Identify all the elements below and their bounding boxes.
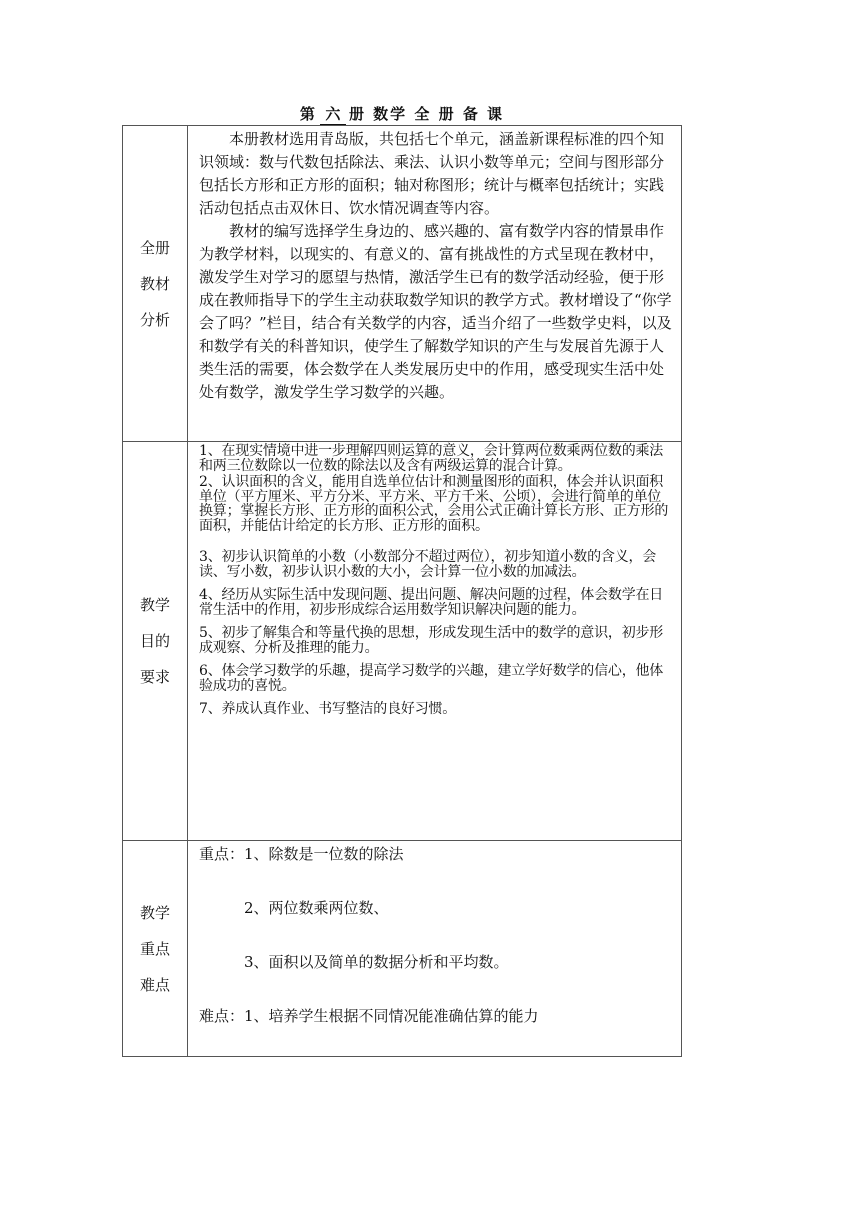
title-suffix: 册 数学 全 册 备 课 [348, 105, 505, 123]
goal-item: 2、认识面积的含义，能用自选单位估计和测量图形的面积，体会并认识面积单位（平方厘米、平方分米、平方米、平方千米、公顷），会进行简单的单位换算；掌握长方形、正方形的面积公式，会用公式正确计算长方形、正方形的面积，并能估计给定的长方形、正方形的面积。 [199, 474, 669, 534]
analysis-row [123, 126, 682, 442]
goals-content [188, 442, 682, 841]
goal-item: 3、初步认识简单的小数（小数部分不超过两位），初步知道小数的含义，会读、写小数，初步认识小数的大小，会计算一位小数的加减法。 [199, 549, 657, 580]
goal-item: 6、体会学习数学的乐趣，提高学习数学的兴趣，建立学好数学的信心，他体验成功的喜悦。 [199, 663, 664, 694]
goal-item: 7、养成认真作业、书写整洁的良好习惯。 [199, 701, 457, 717]
title-prefix: 第 [299, 105, 317, 123]
goal-item: 5、初步了解集合和等量代换的思想，形成发现生活中的数学的意识，初步形成观察、分析及推理的能力。 [199, 625, 664, 656]
key-points-row [123, 841, 682, 1057]
analysis-paragraph: 教材的编写选择学生身边的、感兴趣的、富有数学内容的情景串作为教学材料，以现实的、有意义的、富有挑战性的方式呈现在教材中，激发学生对学习的愿望与热情，激活学生已有的数学活动经验，便于形成在教师指导下的学生主动获取数学知识的教学方式。教材增设了“你学会了吗？”栏目，结合有关数学的内容，适当介绍了一些数学史料，以及和数学有关的科普知识，使学生了解数学知识的产生与发展首先源于人类生活的需要，体会数学在人类发展历史中的作用，感受现实生活中处处有数学，激发学生学习数学的兴趣。 [199, 222, 672, 401]
goals-row [123, 442, 682, 841]
key-point-line: 2、两位数乘两位数、 [244, 899, 389, 917]
key-points-content [188, 841, 682, 1057]
key-point-line: 重点：1、除数是一位数的除法 [199, 845, 404, 863]
analysis-paragraph: 本册教材选用青岛版，共包括七个单元，涵盖新课程标准的四个知识领域：数与代数包括除法、乘法、认识小数等单元；空间与图形部分包括长方形和正方形的面积；轴对称图形；统计与概率包括统计；实践活动包括点击双休日、饮水情况调查等内容。 [199, 130, 665, 217]
goal-item: 1、在现实情境中进一步理解四则运算的意义，会计算两位数乘两位数的乘法和两三位数除以一位数的除法以及含有两级运算的混合计算。 [199, 443, 664, 474]
key-point-line: 3、面积以及简单的数据分析和平均数。 [244, 953, 509, 971]
analysis-label: 全册 教材 分析 [123, 126, 188, 442]
analysis-content [188, 126, 682, 442]
volume-number: 六 [320, 103, 346, 125]
goals-label: 教学 目的 要求 [123, 442, 188, 841]
page-title [122, 103, 682, 125]
key-points-label: 教学 重点 难点 [123, 841, 188, 1057]
difficulty-line: 难点：1、培养学生根据不同情况能准确估算的能力 [199, 1007, 539, 1025]
goal-item: 4、经历从实际生活中发现问题、提出问题、解决问题的过程，体会数学在日常生活中的作用，初步形成综合运用数学知识解决问题的能力。 [199, 587, 664, 618]
lesson-plan-table [122, 125, 682, 1057]
